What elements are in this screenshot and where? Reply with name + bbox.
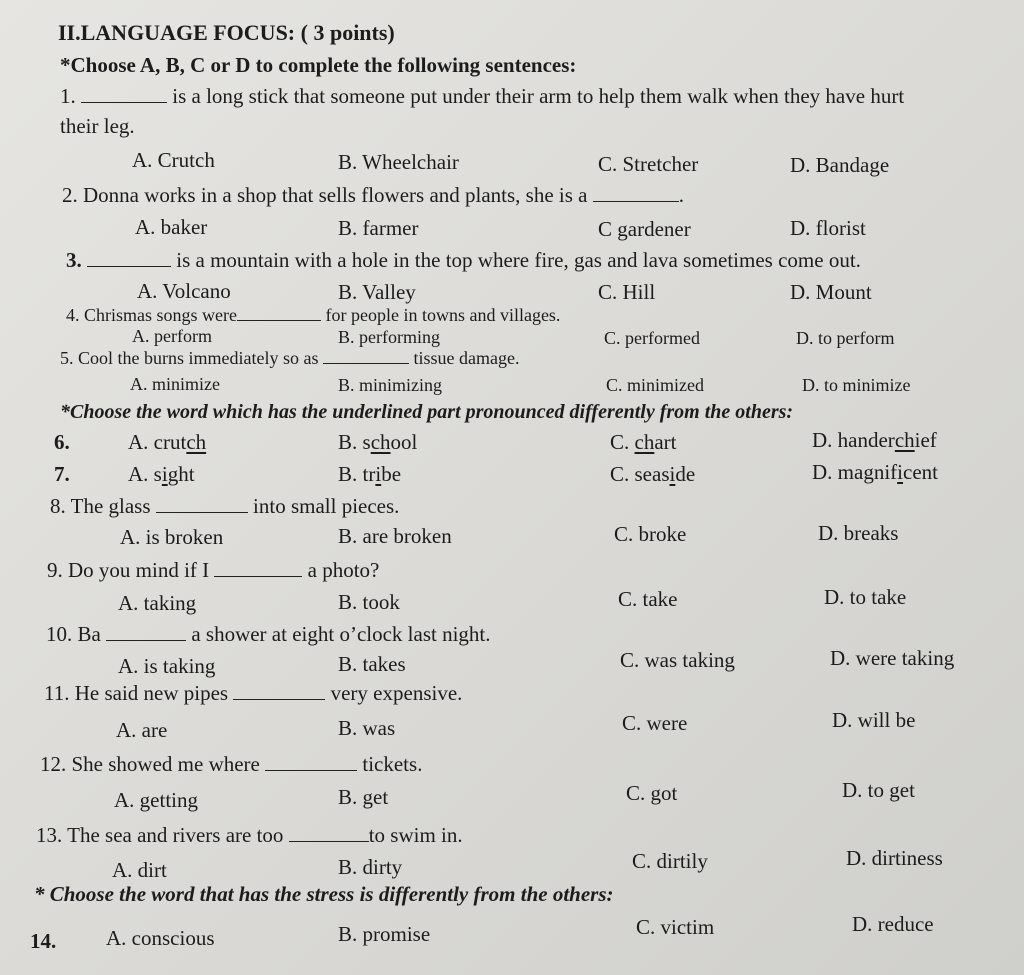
q13-option-b[interactable]: B. dirty (338, 855, 403, 879)
q7-option-d[interactable]: D. magnificent (812, 460, 938, 484)
section-title: II.LANGUAGE FOCUS: ( 3 points) (58, 20, 395, 45)
q6-option-c[interactable]: C. chart (610, 430, 677, 454)
q12-option-b[interactable]: B. get (338, 785, 389, 809)
q3-option-b[interactable]: B. Valley (338, 280, 416, 304)
q12-option-c[interactable]: C. got (626, 781, 678, 805)
instruction-stress: * Choose the word that has the stress is differently from the others: (34, 882, 614, 906)
answer-blank[interactable] (237, 308, 321, 321)
q7-option-c[interactable]: C. seaside (610, 462, 696, 486)
q2-option-b[interactable]: B. farmer (338, 216, 419, 240)
q14-option-d[interactable]: D. reduce (852, 912, 934, 936)
q12-option-d[interactable]: D. to get (842, 778, 915, 802)
q9-option-a[interactable]: A. taking (118, 591, 197, 615)
q7-option-a[interactable]: A. sight (128, 462, 195, 486)
instruction-choose-abcd: *Choose A, B, C or D to complete the following sentences: (60, 53, 577, 77)
q4-option-d[interactable]: D. to perform (796, 328, 895, 348)
q8-option-d[interactable]: D. breaks (818, 521, 899, 545)
q7-option-b[interactable]: B. tribe (338, 462, 402, 486)
question-2: 2. Donna works in a shop that sells flowers and plants, she is a . (62, 183, 685, 207)
q11-option-d[interactable]: D. will be (832, 708, 916, 732)
q13-option-a[interactable]: A. dirt (112, 858, 167, 882)
q8-option-b[interactable]: B. are broken (338, 524, 452, 548)
question-13: 13. The sea and rivers are too to swim in. (36, 823, 463, 847)
q10-option-b[interactable]: B. takes (338, 652, 406, 676)
q1-option-d[interactable]: D. Bandage (790, 153, 890, 177)
question-6-number: 6. (54, 430, 70, 454)
q2-option-a[interactable]: A. baker (135, 215, 208, 239)
q10-option-c[interactable]: C. was taking (620, 648, 735, 672)
q4-option-b[interactable]: B. performing (338, 327, 440, 347)
q5-option-b[interactable]: B. minimizing (338, 375, 443, 395)
q14-option-c[interactable]: C. victim (636, 915, 715, 939)
q14-option-b[interactable]: B. promise (338, 922, 431, 946)
q14-option-a[interactable]: A. conscious (106, 926, 215, 950)
q9-option-d[interactable]: D. to take (824, 585, 907, 609)
answer-blank[interactable] (289, 825, 369, 842)
q1-option-b[interactable]: B. Wheelchair (338, 150, 459, 174)
q11-option-c[interactable]: C. were (622, 711, 688, 735)
q6-option-a[interactable]: A. crutch (128, 430, 207, 454)
instruction-pronunciation: *Choose the word which has the underlined part pronounced differently from the others: (60, 401, 794, 423)
q6-option-b[interactable]: B. school (338, 430, 418, 454)
q5-option-a[interactable]: A. minimize (130, 374, 220, 394)
answer-blank[interactable] (233, 683, 325, 700)
q9-option-c[interactable]: C. take (618, 587, 678, 611)
q4-option-c[interactable]: C. performed (604, 328, 700, 348)
q3-option-d[interactable]: D. Mount (790, 280, 872, 304)
q3-option-c[interactable]: C. Hill (598, 280, 656, 304)
answer-blank[interactable] (323, 351, 409, 364)
question-1-line1: 1. is a long stick that someone put under their arm to help them walk when they have hurt (60, 84, 905, 108)
question-7-number: 7. (54, 462, 70, 486)
q4-option-a[interactable]: A. perform (132, 326, 212, 346)
q11-option-a[interactable]: A. are (116, 718, 168, 742)
question-10: 10. Ba a shower at eight o’clock last night. (46, 622, 491, 646)
q3-option-a[interactable]: A. Volcano (137, 279, 231, 303)
q13-option-c[interactable]: C. dirtily (632, 849, 708, 873)
answer-blank[interactable] (81, 86, 167, 103)
answer-blank[interactable] (265, 754, 357, 771)
q13-option-d[interactable]: D. dirtiness (846, 846, 943, 870)
q12-option-a[interactable]: A. getting (114, 788, 198, 812)
answer-blank[interactable] (214, 560, 302, 577)
question-9: 9. Do you mind if I a photo? (47, 558, 380, 582)
question-12: 12. She showed me where tickets. (40, 752, 423, 776)
q2-option-c[interactable]: C gardener (598, 217, 691, 241)
answer-blank[interactable] (106, 624, 186, 641)
q9-option-b[interactable]: B. took (338, 590, 400, 614)
q10-option-a[interactable]: A. is taking (118, 654, 216, 678)
q6-option-d[interactable]: D. handerchief (812, 428, 937, 452)
q1-option-a[interactable]: A. Crutch (132, 148, 215, 172)
answer-blank[interactable] (156, 496, 248, 513)
question-8: 8. The glass into small pieces. (50, 494, 400, 518)
question-11: 11. He said new pipes very expensive. (44, 681, 463, 705)
question-4: 4. Chrismas songs were for people in towns and villages. (66, 305, 561, 325)
q8-option-c[interactable]: C. broke (614, 522, 687, 546)
q1-option-c[interactable]: C. Stretcher (598, 152, 699, 176)
question-1-line2: their leg. (60, 114, 135, 138)
question-14-number: 14. (30, 929, 57, 953)
answer-blank[interactable] (87, 250, 171, 267)
q2-option-d[interactable]: D. florist (790, 216, 866, 240)
question-5: 5. Cool the burns immediately so as tissue damage. (60, 348, 520, 368)
q8-option-a[interactable]: A. is broken (120, 525, 224, 549)
q11-option-b[interactable]: B. was (338, 716, 396, 740)
q10-option-d[interactable]: D. were taking (830, 646, 955, 670)
question-3: 3. is a mountain with a hole in the top where fire, gas and lava sometimes come out. (66, 248, 861, 272)
q5-option-c[interactable]: C. minimized (606, 375, 704, 395)
answer-blank[interactable] (593, 185, 679, 202)
q5-option-d[interactable]: D. to minimize (802, 375, 911, 395)
